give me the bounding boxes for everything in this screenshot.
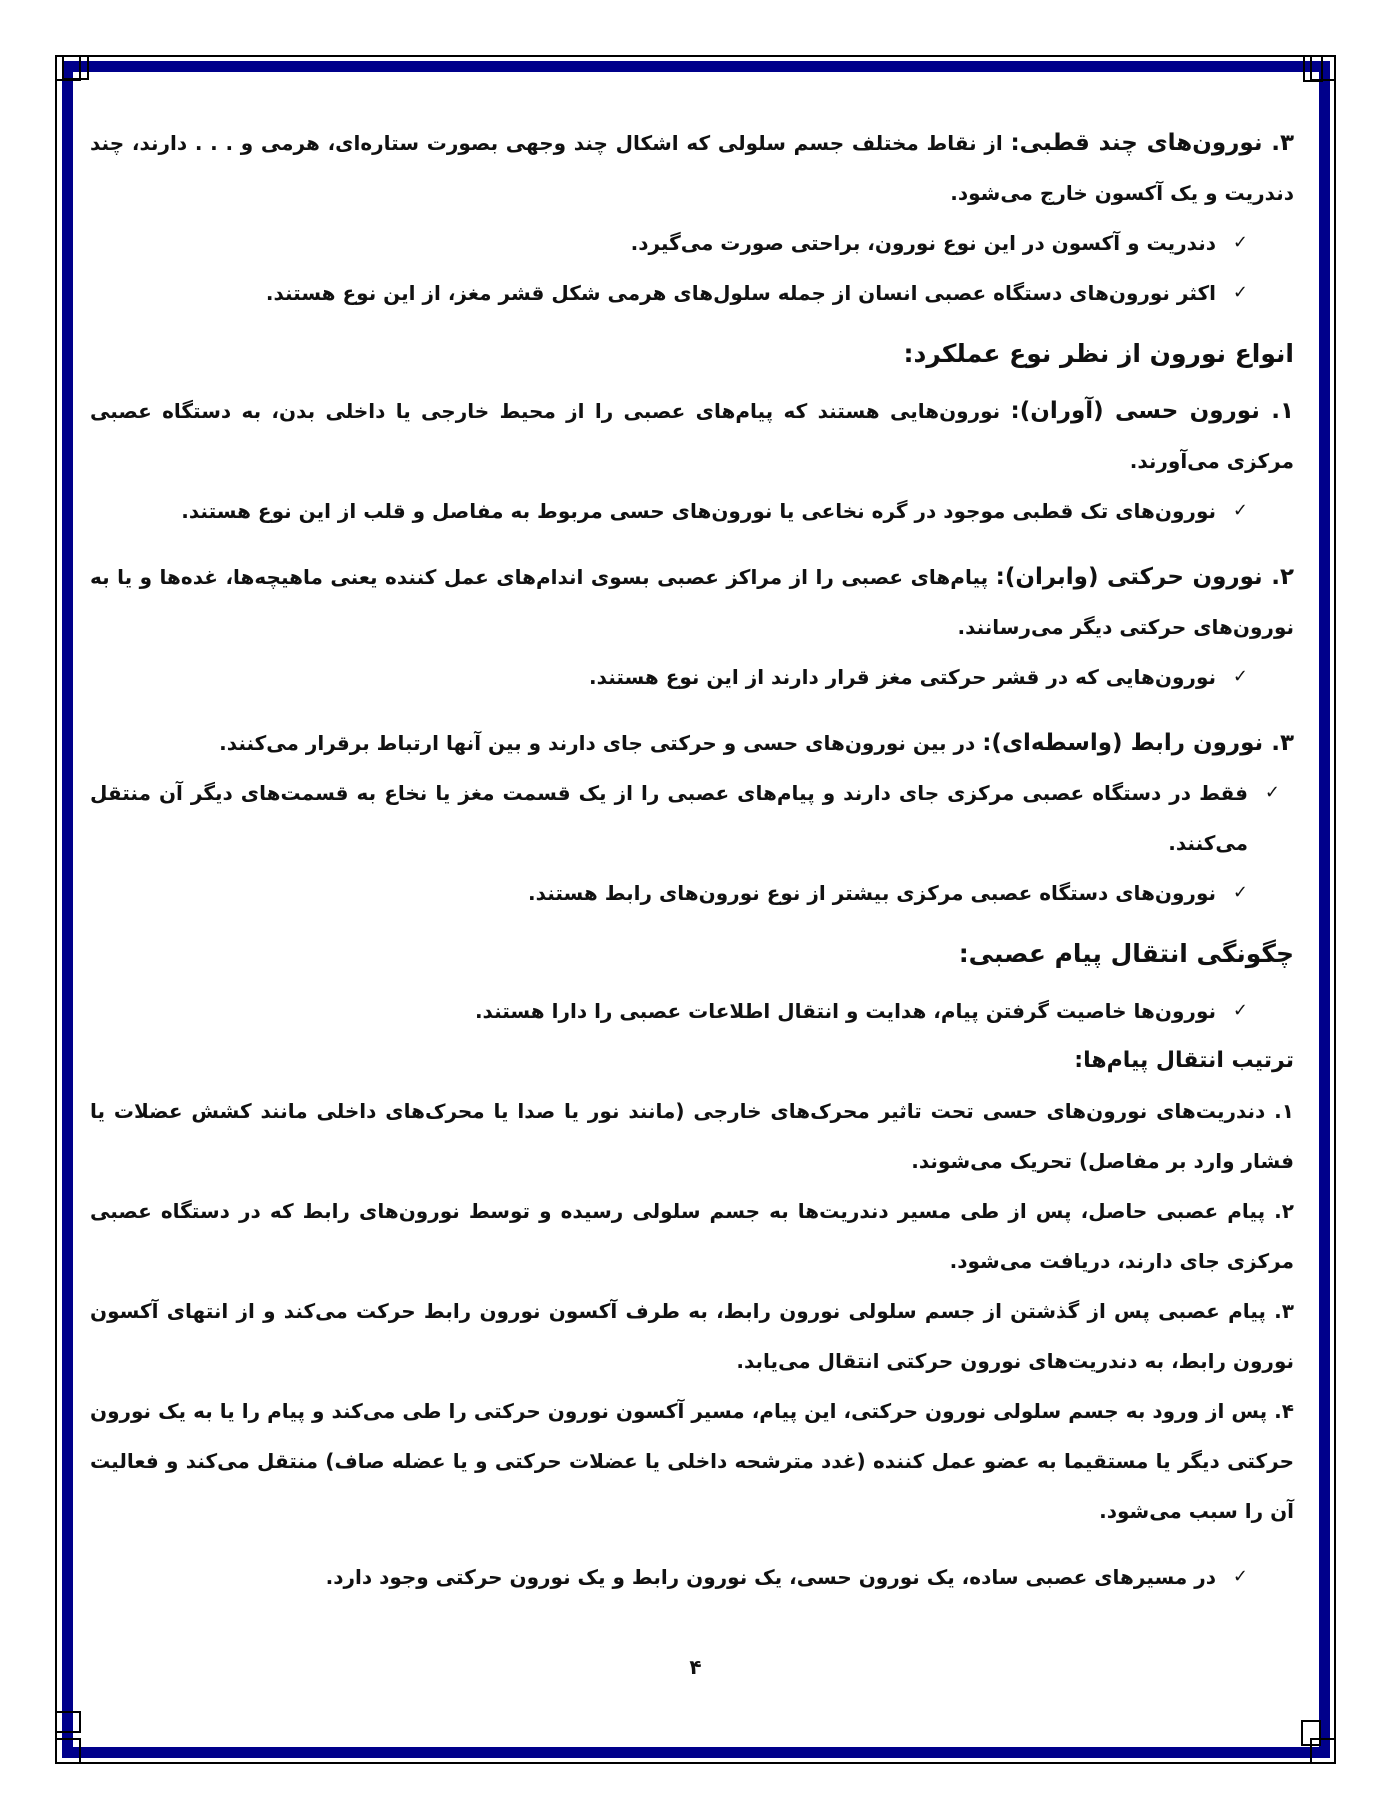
checkmark-icon: ✓	[1232, 1566, 1248, 1587]
bullet-text: نورون‌ها خاصیت گرفتن پیام، هدایت و انتقال اطلاعات عصبی را دارا هستند.	[474, 999, 1216, 1023]
document-body	[90, 118, 1294, 1602]
bullet-item	[90, 268, 1248, 318]
transmission-bullets	[90, 986, 1294, 1036]
checkmark-icon: ✓	[1264, 782, 1280, 803]
bullet-item	[90, 868, 1248, 918]
motor-text: پیام‌های عصبی را از مراکز عصبی بسوی اندام‌های عمل کننده یعنی ماهیچه‌ها، غده‌ها و یا به نورون‌های حرکتی دیگر می‌رسانند.	[90, 565, 1294, 639]
bullet-item	[90, 218, 1248, 268]
checkmark-icon: ✓	[1232, 282, 1248, 303]
bullet-text: نورون‌های دستگاه عصبی مرکزی بیشتر از نوع نورون‌های رابط هستند.	[528, 881, 1216, 905]
bullet-item	[90, 652, 1248, 702]
spacer	[90, 702, 1294, 718]
corner-ornament-bottom-right-2	[1301, 1720, 1321, 1746]
bullet-text: اکثر نورون‌های دستگاه عصبی انسان از جمله سلول‌های هرمی شکل قشر مغز، از این نوع هستند.	[265, 281, 1216, 305]
order-step: ۳. پیام عصبی پس از گذشتن از جسم سلولی نورون رابط، به طرف آکسون نورون رابط حرکت می‌کند و از انتهای آکسون نورون رابط، به دندریت‌های نورون حرکتی انتقال می‌یابد.	[90, 1299, 1294, 1373]
spacer	[90, 536, 1294, 552]
bullet-text: فقط در دستگاه عصبی مرکزی جای دارند و پیام‌های عصبی را از یک قسمت مغز یا نخاع به قسمت‌های دیگر آن منتقل می‌کنند.	[90, 781, 1248, 855]
motor-paragraph	[90, 552, 1294, 652]
bullet-item	[90, 1552, 1248, 1602]
checkmark-icon: ✓	[1232, 882, 1248, 903]
bullet-text: نورون‌های تک قطبی موجود در گره نخاعی یا نورون‌های حسی مربوط به مفاصل و قلب از این نوع هستند.	[181, 499, 1216, 523]
motor-lead: ۲. نورون حرکتی (وابران):	[995, 564, 1295, 590]
corner-ornament-top-right-2	[1303, 55, 1323, 82]
motor-bullets	[90, 652, 1294, 702]
bullet-text: در مسیرهای عصبی ساده، یک نورون حسی، یک نورون رابط و یک نورون حرکتی وجود دارد.	[325, 1565, 1216, 1589]
order-step: ۴. پس از ورود به جسم سلولی نورون حرکتی، این پیام، مسیر آکسون نورون حرکتی را طی می‌کند و پیام را یا به یک نورون حرکتی دیگر یا مستقیما به عضو عمل کننده (غدد مترشحه داخلی یا عضلات حرکتی و یا عضله صاف) منتقل می‌کند و فعالیت آن را سبب می‌شود.	[90, 1399, 1294, 1523]
interneuron-paragraph	[90, 718, 1294, 768]
corner-ornament-bottom-left-2	[55, 1711, 81, 1733]
bullet-text: دندریت و آکسون در این نوع نورون، براحتی صورت می‌گیرد.	[630, 231, 1216, 255]
sensory-bullets	[90, 486, 1294, 536]
checkmark-icon: ✓	[1232, 1000, 1248, 1021]
function-heading: انواع نورون از نظر نوع عملکرد:	[903, 339, 1294, 368]
checkmark-icon: ✓	[1232, 232, 1248, 253]
interneuron-lead: ۳. نورون رابط (واسطه‌ای):	[982, 730, 1294, 756]
sensory-lead: ۱. نورون حسی (آوران):	[1010, 398, 1295, 424]
spacer	[90, 1536, 1294, 1552]
final-bullets	[90, 1552, 1294, 1602]
page-number: ۴	[689, 1655, 702, 1679]
sensory-paragraph	[90, 386, 1294, 486]
checkmark-icon: ✓	[1232, 666, 1248, 687]
corner-ornament-top-left-2	[62, 55, 89, 80]
interneuron-bullets	[90, 768, 1294, 918]
transmission-heading: چگونگی انتقال پیام عصبی:	[958, 939, 1294, 968]
multipolar-lead: ۳. نورون‌های چند قطبی:	[1010, 130, 1294, 156]
bullet-item	[90, 768, 1294, 868]
interneuron-text: در بین نورون‌های حسی و حرکتی جای دارند و بین آنها ارتباط برقرار می‌کنند.	[219, 731, 983, 755]
bullet-item	[90, 986, 1248, 1036]
checkmark-icon: ✓	[1232, 500, 1248, 521]
order-step: ۱. دندریت‌های نورون‌های حسی تحت تاثیر محرک‌های خارجی (مانند نور یا صدا یا محرک‌های داخلی مانند کشش عضلات یا فشار وارد بر مفاصل) تحریک می‌شوند.	[90, 1099, 1294, 1173]
multipolar-text: از نقاط مختلف جسم سلولی که اشکال چند وجهی بصورت ستاره‌ای، هرمی و . . . دارند، چند دندریت و یک آکسون خارج می‌شود.	[90, 131, 1294, 205]
bullet-item	[90, 486, 1248, 536]
corner-ornament-bottom-left	[55, 1738, 81, 1764]
sensory-text: نورون‌هایی هستند که پیام‌های عصبی را از محیط خارجی یا داخلی بدن، به دستگاه عصبی مرکزی می‌آورند.	[90, 399, 1294, 473]
multipolar-bullets	[90, 218, 1294, 318]
bullet-text: نورون‌هایی که در قشر حرکتی مغز قرار دارند از این نوع هستند.	[589, 665, 1216, 689]
multipolar-paragraph	[90, 118, 1294, 218]
order-step: ۲. پیام عصبی حاصل، پس از طی مسیر دندریت‌ها به جسم سلولی رسیده و توسط نورون‌های رابط که در دستگاه عصبی مرکزی جای دارند، دریافت می‌شود.	[90, 1199, 1294, 1273]
order-heading: ترتیب انتقال پیام‌ها:	[1074, 1048, 1294, 1073]
